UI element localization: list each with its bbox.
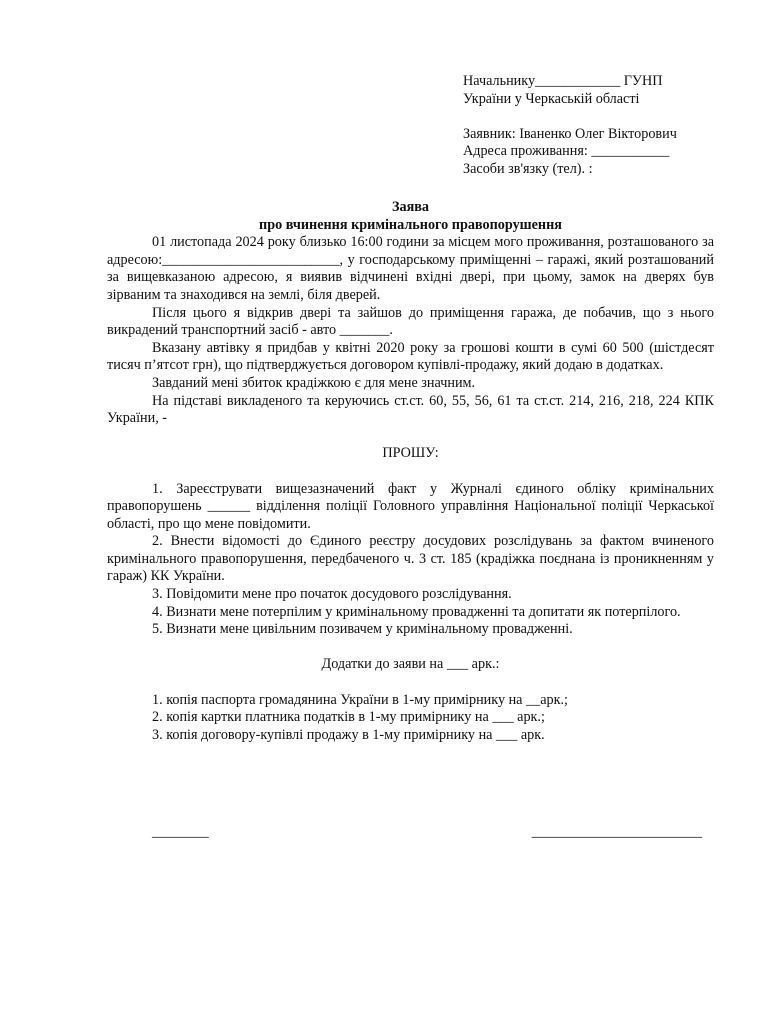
document-body bbox=[107, 199, 714, 744]
paragraph: Після цього я відкрив двері та зайшов до приміщення гаража, де побачив, що з нього викрадений транспортний засіб - авто _______. bbox=[107, 304, 714, 339]
addressee-block bbox=[463, 73, 743, 179]
document-title: Заява bbox=[391, 199, 429, 215]
request-heading: ПРОШУ: bbox=[382, 445, 439, 462]
signature-line: ________________________ bbox=[531, 824, 702, 840]
paragraph: 01 листопада 2024 року близько 16:00 години за місцем мого проживання, розташованого за адресою:_________________________, у господарському приміщенні – гаражі, який розташований за вищевказаною адресою, я виявив відчинені вхідні двері, при цьому, замок на дверях був зірваним та знаходився на землі, біля дверей. bbox=[107, 234, 714, 303]
applicant-address: Адреса проживання: ___________ bbox=[463, 143, 670, 160]
attachment-item: 1. копія паспорта громадянина України в 1-му примірнику на __арк.; bbox=[152, 691, 568, 708]
request-item: 5. Визнати мене цивільним позивачем у кримінальному провадженні. bbox=[152, 621, 573, 638]
attachment-item: 3. копія договору-купівлі продажу в 1-му примірнику на ___ арк. bbox=[152, 726, 545, 743]
date-line: ________ bbox=[152, 824, 209, 840]
signature-block bbox=[152, 824, 702, 844]
addressee-line-2: України у Черкаській області bbox=[463, 90, 640, 107]
applicant-contact: Засоби зв'язку (тел). : bbox=[463, 160, 593, 177]
applicant-name: Заявник: Іваненко Олег Вікторович bbox=[463, 125, 677, 142]
paragraph: Завданий мені збиток крадіжкою є для мене значним. bbox=[152, 374, 476, 391]
paragraph: На підставі викладеного та керуючись ст.ст. 60, 55, 56, 61 та ст.ст. 214, 216, 218, 224 КПК України, - bbox=[107, 392, 714, 427]
attachments-heading: Додатки до заяви на ___ арк.: bbox=[321, 656, 500, 673]
request-item: 1. Зареєструвати вищезазначений факт у Журналі єдиного обліку кримінальних правопорушень ______ відділення поліції Головного управління Національної поліції Черкаської області, про що мене повідомити. bbox=[107, 480, 714, 532]
paragraph: Вказану автівку я придбав у квітні 2020 року за грошові кошти в сумі 60 500 (шістдесят тисяч п’ятсот грн), що підтверджується договором купівлі-продажу, який додаю в додатках. bbox=[107, 339, 714, 374]
request-item: 2. Внести відомості до Єдиного реєстру досудових розслідувань за фактом вчиненого кримінального правопорушення, передбаченого ч. 3 ст. 185 (крадіжка поєднана із проникненням у гараж) КК України. bbox=[107, 533, 714, 585]
attachment-item: 2. копія картки платника податків в 1-му примірнику на ___ арк.; bbox=[152, 709, 545, 726]
request-item: 4. Визнати мене потерпілим у кримінальному провадженні та допитати як потерпілого. bbox=[152, 603, 681, 620]
addressee-line-1: Начальнику____________ ГУНП bbox=[463, 73, 663, 89]
document-subtitle: про вчинення кримінального правопорушення bbox=[259, 216, 562, 233]
request-item: 3. Повідомити мене про початок досудового розслідування. bbox=[152, 586, 512, 603]
